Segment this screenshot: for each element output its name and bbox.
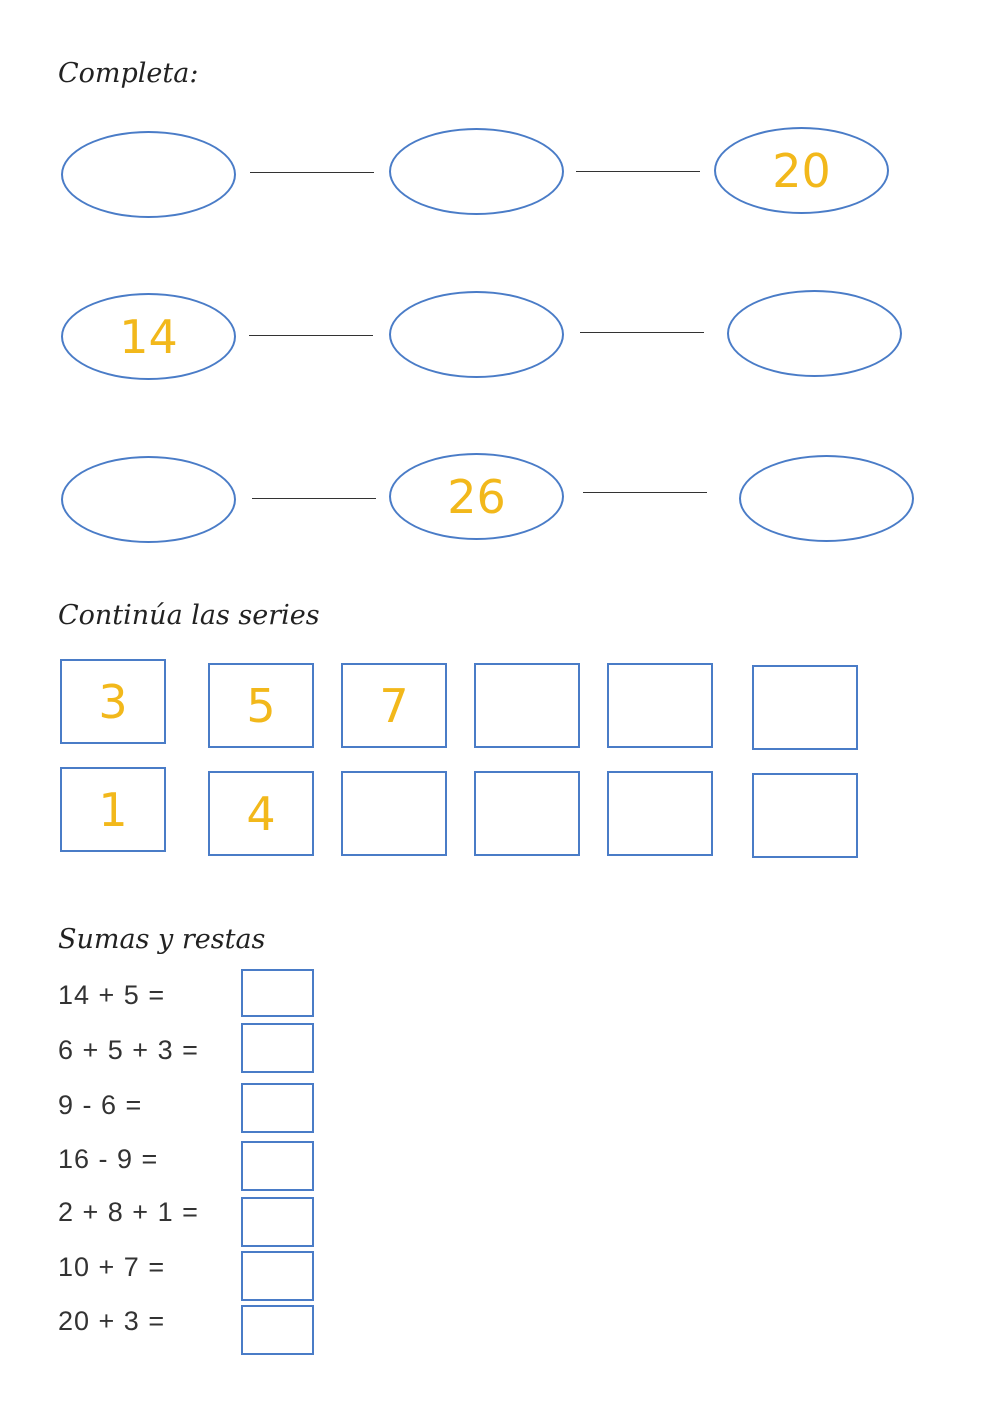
series-r1-box-4-input[interactable] [484, 682, 570, 729]
equation-4: 16 - 9 = [58, 1144, 159, 1174]
given-number: 5 [246, 678, 276, 733]
section-title-series: Continúa las series [58, 600, 320, 631]
series-r2-box-4-input[interactable] [484, 790, 570, 837]
oval-r3-c1-input[interactable] [78, 476, 219, 523]
oval-r3-c1[interactable] [61, 456, 236, 543]
equation-1: 14 + 5 = [58, 980, 166, 1010]
answer-box-5[interactable] [241, 1197, 314, 1247]
series-r1-box-5[interactable] [607, 663, 713, 748]
given-number: 14 [119, 309, 178, 364]
series-r1-box-4[interactable] [474, 663, 580, 748]
oval-r1-c1[interactable] [61, 131, 236, 218]
given-number: 4 [246, 786, 276, 841]
series-r1-box-5-input[interactable] [617, 682, 703, 729]
connector-line [252, 498, 376, 499]
given-number: 3 [98, 674, 128, 729]
answer-box-4[interactable] [241, 1141, 314, 1191]
answer-box-3[interactable] [241, 1083, 314, 1133]
connector-line [583, 492, 707, 493]
series-r2-box-2 [208, 771, 314, 856]
series-r2-box-6[interactable] [752, 773, 858, 858]
series-r1-box-6[interactable] [752, 665, 858, 750]
connector-line [576, 171, 700, 172]
series-r1-box-1 [60, 659, 166, 744]
series-r1-box-6-input[interactable] [762, 684, 848, 731]
answer-box-2[interactable] [241, 1023, 314, 1073]
answer-input-7[interactable] [248, 1313, 307, 1347]
oval-r2-c2-input[interactable] [406, 311, 547, 358]
series-r2-box-3[interactable] [341, 771, 447, 856]
oval-r1-c2-input[interactable] [406, 148, 547, 195]
oval-r2-c2[interactable] [389, 291, 564, 378]
oval-r1-c3 [714, 127, 889, 214]
answer-box-1[interactable] [241, 969, 314, 1017]
equation-2: 6 + 5 + 3 = [58, 1035, 199, 1065]
series-r2-box-1 [60, 767, 166, 852]
equation-5: 2 + 8 + 1 = [58, 1197, 199, 1227]
equation-7: 20 + 3 = [58, 1306, 166, 1336]
answer-input-2[interactable] [248, 1031, 307, 1065]
oval-r1-c2[interactable] [389, 128, 564, 215]
oval-r3-c3-input[interactable] [756, 475, 897, 522]
equation-6: 10 + 7 = [58, 1252, 166, 1282]
connector-line [250, 172, 374, 173]
series-r1-box-3 [341, 663, 447, 748]
oval-r3-c3[interactable] [739, 455, 914, 542]
answer-box-7[interactable] [241, 1305, 314, 1355]
oval-r1-c1-input[interactable] [78, 151, 219, 198]
connector-line [249, 335, 373, 336]
given-number: 20 [772, 143, 831, 198]
oval-r2-c3-input[interactable] [744, 310, 885, 357]
oval-r2-c3[interactable] [727, 290, 902, 377]
answer-input-6[interactable] [248, 1259, 307, 1293]
section-title-completa: Completa: [58, 58, 199, 89]
given-number: 1 [98, 782, 128, 837]
given-number: 7 [379, 678, 409, 733]
given-number: 26 [447, 469, 506, 524]
series-r2-box-5-input[interactable] [617, 790, 703, 837]
answer-input-3[interactable] [248, 1091, 307, 1125]
oval-r2-c1 [61, 293, 236, 380]
series-r2-box-5[interactable] [607, 771, 713, 856]
equation-3: 9 - 6 = [58, 1090, 143, 1120]
connector-line [580, 332, 704, 333]
answer-input-1[interactable] [248, 976, 307, 1010]
series-r2-box-4[interactable] [474, 771, 580, 856]
answer-box-6[interactable] [241, 1251, 314, 1301]
answer-input-4[interactable] [248, 1149, 307, 1183]
answer-input-5[interactable] [248, 1205, 307, 1239]
series-r2-box-3-input[interactable] [351, 790, 437, 837]
section-title-sumas: Sumas y restas [58, 924, 266, 955]
oval-r3-c2 [389, 453, 564, 540]
series-r2-box-6-input[interactable] [762, 792, 848, 839]
series-r1-box-2 [208, 663, 314, 748]
